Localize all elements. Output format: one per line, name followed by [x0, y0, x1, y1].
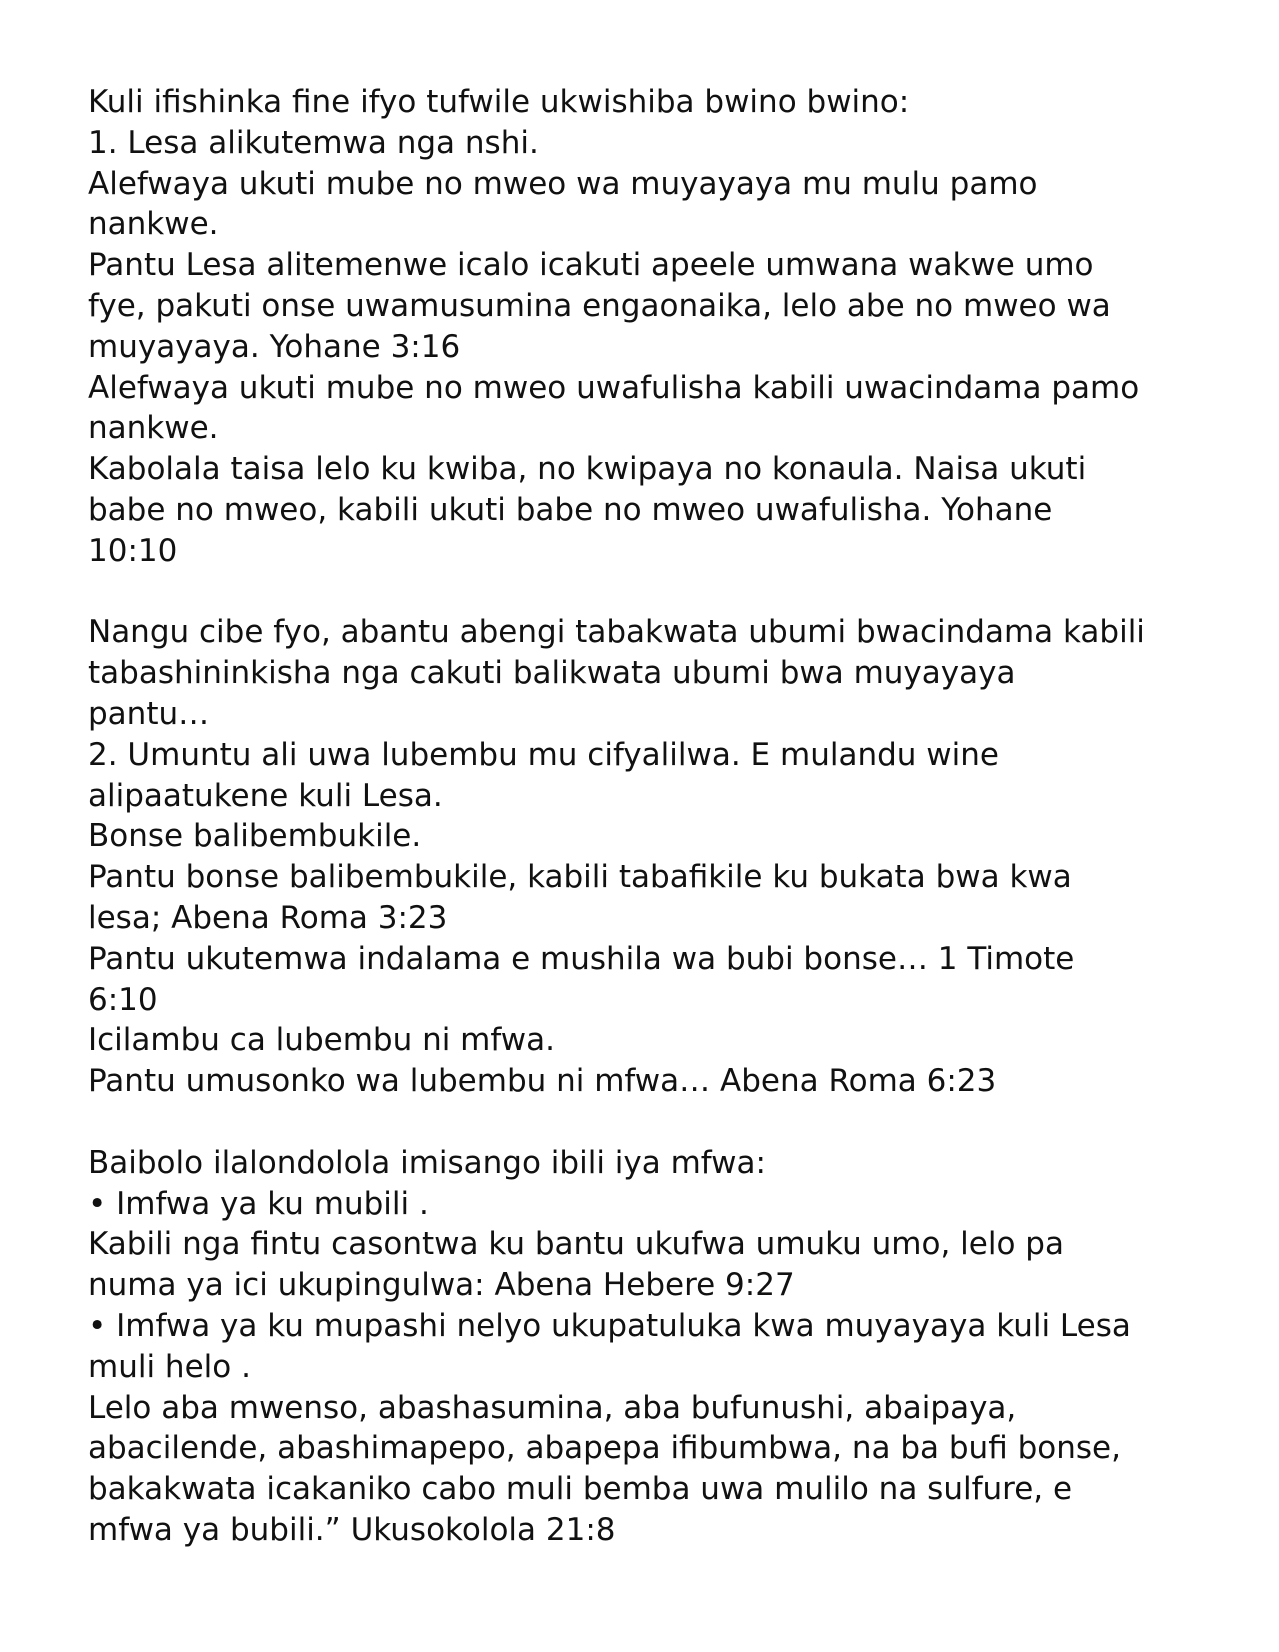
text-line: • Imfwa ya ku mupashi nelyo ukupatuluka kwa muyayaya kuli Lesa: [88, 1307, 1131, 1344]
text-line: nankwe.: [88, 410, 219, 447]
text-line: tabashininkisha nga cakuti balikwata ubumi bwa muyayaya: [88, 655, 1016, 692]
text-line: numa ya ici ukupingulwa: Abena Hebere 9:27: [88, 1267, 795, 1304]
text-line: 1. Lesa alikutemwa nga nshi.: [88, 124, 539, 161]
text-line: 6:10: [88, 981, 158, 1018]
text-line: Bonse balibembukile.: [88, 818, 422, 855]
text-line: Pantu umusonko wa lubembu ni mfwa… Abena Roma 6:23: [88, 1063, 997, 1100]
text-line: mfwa ya bubili.” Ukusokolola 21:8: [88, 1511, 616, 1548]
text-line: alipaatukene kuli Lesa.: [88, 777, 443, 814]
text-line: Pantu bonse balibembukile, kabili tabafikile ku bukata bwa kwa: [88, 859, 1072, 896]
text-line: muyayaya. Yohane 3:16: [88, 328, 461, 365]
text-line: bakakwata icakaniko cabo muli bemba uwa mulilo na sulfure, e: [88, 1471, 1073, 1508]
text-line: Pantu ukutemwa indalama e mushila wa bubi bonse… 1 Timote: [88, 940, 1075, 977]
text-line: Kuli ifishinka fine ifyo tufwile ukwishiba bwino bwino:: [88, 84, 910, 120]
text-line: abacilende, abashimapepo, abapepa ifibumbwa, na ba bufi bonse,: [88, 1430, 1121, 1467]
text-line: pantu…: [88, 695, 210, 732]
text-line: Pantu Lesa alitemenwe icalo icakuti apeele umwana wakwe umo: [88, 247, 1094, 284]
text-line: Alefwaya ukuti mube no mweo uwafulisha kabili uwacindama pamo: [88, 369, 1140, 406]
text-line: Alefwaya ukuti mube no mweo wa muyayaya mu mulu pamo: [88, 165, 1038, 202]
text-line: Nangu cibe fyo, abantu abengi tabakwata ubumi bwacindama kabili: [88, 614, 1145, 651]
text-line: 2. Umuntu ali uwa lubembu mu cifyalilwa. E mulandu wine: [88, 736, 999, 773]
text-line: nankwe.: [88, 206, 219, 243]
text-line: babe no mweo, kabili ukuti babe no mweo uwafulisha. Yohane: [88, 491, 1053, 528]
text-line: Baibolo ilalondolola imisango ibili iya mfwa:: [88, 1144, 766, 1181]
document-page: [88, 82, 1208, 1551]
text-line: Lelo aba mwenso, abashasumina, aba bufunushi, abaipaya,: [88, 1389, 1017, 1426]
text-line: Kabili nga fintu casontwa ku bantu ukufwa umuku umo, lelo pa: [88, 1226, 1064, 1263]
text-line: 10:10: [88, 532, 178, 569]
text-line: Icilambu ca lubembu ni mfwa.: [88, 1022, 555, 1059]
text-line: fye, pakuti onse uwamusumina engaonaika, lelo abe no mweo wa: [88, 287, 1111, 324]
blank-line: [88, 572, 1208, 613]
text-line: muli helo .: [88, 1348, 251, 1385]
text-line: • Imfwa ya ku mubili .: [88, 1185, 429, 1222]
blank-line: [88, 1102, 1208, 1143]
text-line: Kabolala taisa lelo ku kwiba, no kwipaya no konaula. Naisa ukuti: [88, 451, 1087, 488]
text-line: lesa; Abena Roma 3:23: [88, 899, 448, 936]
